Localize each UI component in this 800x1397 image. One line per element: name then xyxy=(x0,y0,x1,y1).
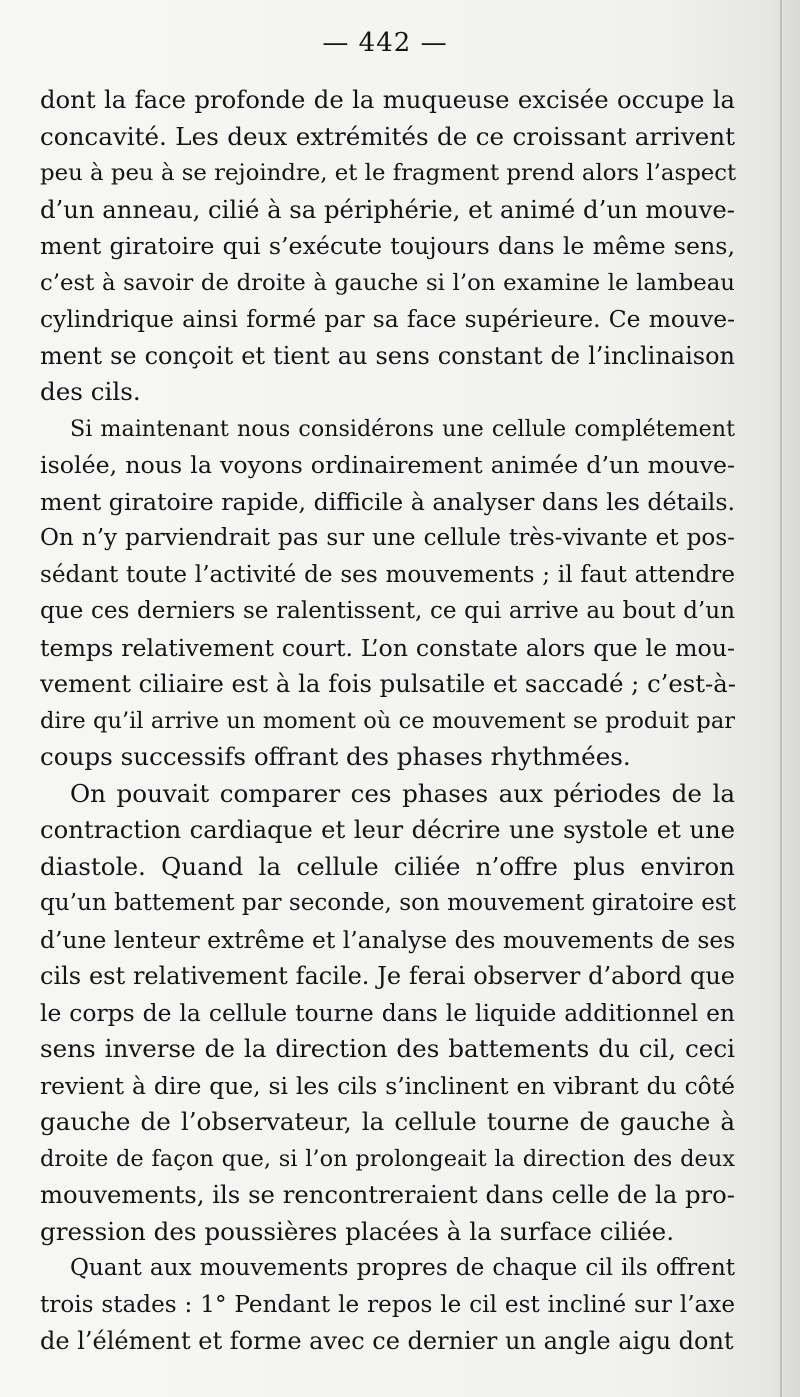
text-line: concavité. Les deux extrémités de ce croissant arrivent xyxy=(40,121,735,151)
text-line: sédant toute l’activité de ses mouvements ; il faut attendre xyxy=(40,561,735,588)
text-line: le corps de la cellule tourne dans le liquide additionnel en xyxy=(40,998,735,1027)
paragraph xyxy=(40,411,735,776)
text-line: On n’y parviendrait pas sur une cellule très-vivante et pos- xyxy=(40,525,735,551)
page-edge xyxy=(780,0,782,1397)
text-line: mouvements, ils se rencontreraient dans celle de la pro- xyxy=(40,1180,735,1209)
paragraph xyxy=(40,82,735,411)
text-line: sens inverse de la direction des battements du cil, ceci xyxy=(40,1034,735,1063)
text-line: revient à dire que, si les cils s’inclinent en vibrant du côté xyxy=(40,1071,735,1100)
text-line: contraction cardiaque et leur décrire une systole et une xyxy=(40,815,735,844)
text-line: Quant aux mouvements propres de chaque cil ils offrent xyxy=(70,1255,735,1281)
text-line: trois stades : 1° Pendant le repos le cil est incliné sur l’axe xyxy=(40,1291,735,1318)
text-line: des cils. xyxy=(40,377,141,406)
text-line: diastole. Quand la cellule ciliée n’offre plus environ xyxy=(40,851,735,881)
text-line: Si maintenant nous considérons une cellule complétement xyxy=(70,415,735,442)
text-line: dont la face profonde de la muqueuse excisée occupe la xyxy=(40,85,735,114)
text-line: temps relativement court. L’on constate alors que le mou- xyxy=(40,633,735,662)
text-line: de l’élément et forme avec ce dernier un angle aigu dont xyxy=(40,1327,734,1355)
text-line: gression des poussières placées à la surface ciliée. xyxy=(40,1216,675,1246)
text-line: c’est à savoir de droite à gauche si l’on examine le lambeau xyxy=(40,269,735,296)
text-line: d’une lenteur extrême et l’analyse des mouvements de ses xyxy=(40,925,736,954)
text-line: peu à peu à se rejoindre, et le fragment prend alors l’aspect xyxy=(40,160,737,186)
text-line: d’un anneau, cilié à sa périphérie, et animé d’un mouve- xyxy=(40,194,735,224)
text-line: vement ciliaire est à la fois pulsatile et saccadé ; c’est-à- xyxy=(40,669,736,698)
body-text xyxy=(40,82,735,1360)
text-line: qu’un battement par seconde, son mouvement giratoire est xyxy=(40,890,737,916)
text-line: ment giratoire rapide, difficile à analyser dans les détails. xyxy=(40,487,736,516)
text-line: cils est relativement facile. Je ferai observer d’abord que xyxy=(40,962,735,990)
paragraph xyxy=(40,776,735,1251)
text-line: cylindrique ainsi formé par sa face supérieure. Ce mouve- xyxy=(40,305,735,333)
text-line: dire qu’il arrive un moment où ce mouvement se produit par xyxy=(40,707,735,734)
text-line: isolée, nous la voyons ordinairement animée d’un mouve- xyxy=(40,451,735,479)
text-line: droite de façon que, si l’on prolongeait la direction des deux xyxy=(40,1145,735,1172)
text-line: coups successifs offrant des phases rhythmées. xyxy=(40,742,631,771)
text-line: que ces derniers se ralentissent, ce qui arrive au bout d’un xyxy=(40,598,735,624)
page-number: — 442 — xyxy=(322,28,448,58)
text-line: gauche de l’observateur, la cellule tourne de gauche à xyxy=(40,1107,735,1136)
paragraph xyxy=(40,1250,735,1360)
text-line: On pouvait comparer ces phases aux périodes de la xyxy=(70,778,735,808)
text-line: ment se conçoit et tient au sens constant de l’inclinaison xyxy=(40,341,735,370)
text-line: ment giratoire qui s’exécute toujours dans le même sens, xyxy=(40,232,735,260)
